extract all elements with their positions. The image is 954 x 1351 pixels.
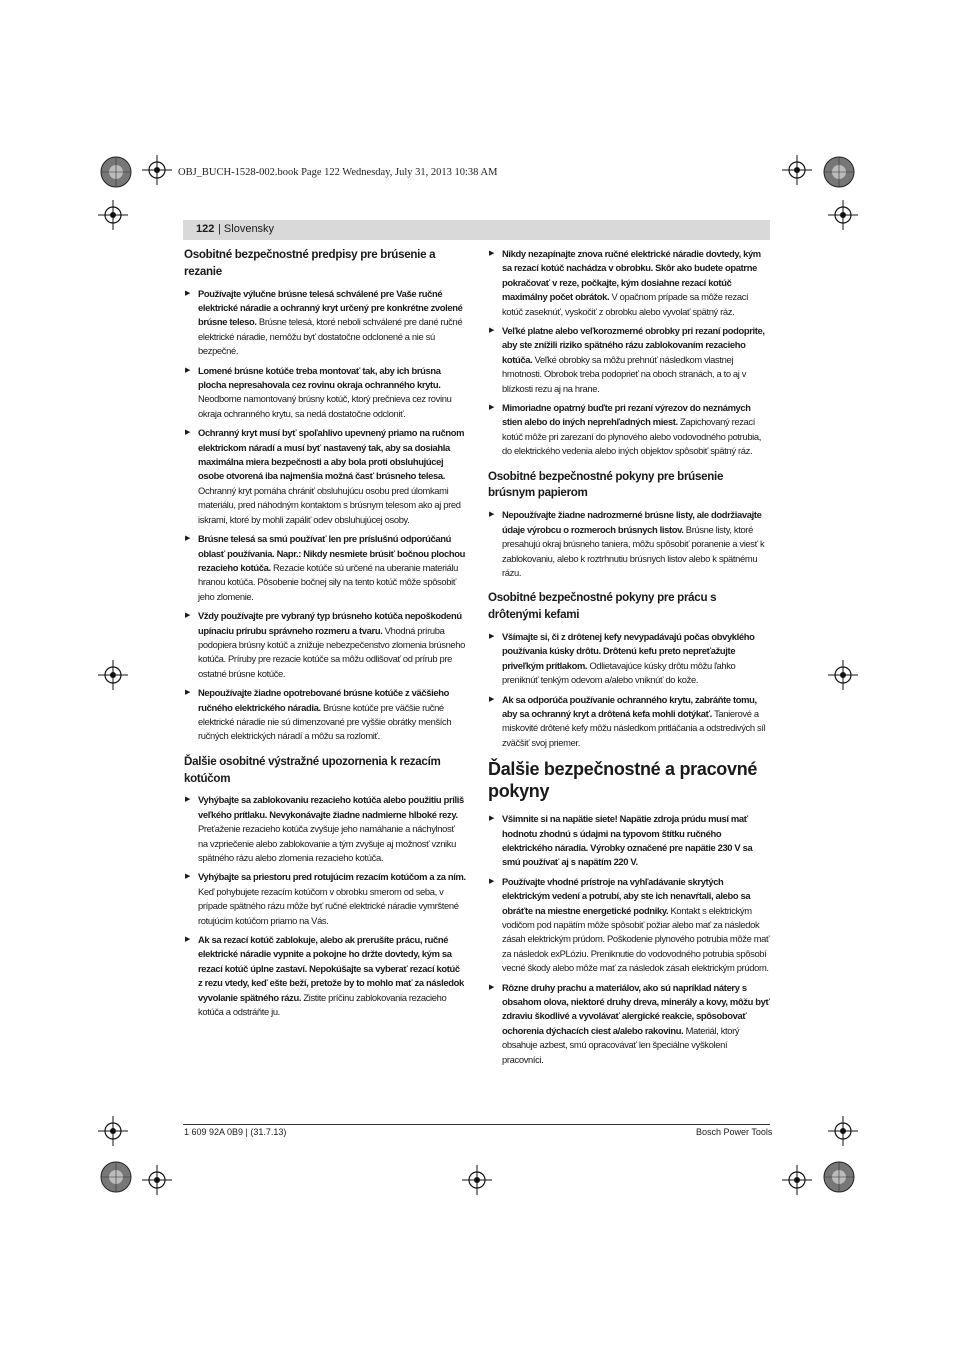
crosshair-icon	[98, 660, 128, 690]
bullet-item	[184, 870, 466, 928]
bullet-text: Brúsne kotúče pre väčšie ručné elektrické náradie nie sú dimenzované pre vyššie obrátky menších ručných elektrických náradí a môžu sa rozlomiť.	[198, 701, 452, 742]
bullet-bold-text: Používajte výlučne brúsne telesá schválené pre Vaše ručné elektrické náradie a ochranný kryt určený pre konkrétne zvolené brúsne teleso.	[198, 287, 463, 328]
bullet-bold-text: Všimnite si na napätie siete! Napätie zdroja prúdu musí mať hodnotu zhodnú s údajmi na typovom štítku ručného elektrického náradia. Výrobky označené pre napätie 230 V sa smú používať aj s napätím 220 V.	[502, 813, 753, 868]
bullet-bold-text: Lomené brúsne kotúče treba montovať tak, aby ich brúsna plocha nepresahovala cez rovinu okraja ochranného krytu.	[198, 364, 441, 391]
bullet-text: Kontakt s elektrickým vodičom pod napätím môže spôsobiť požiar alebo mať za následok zásah elektrickým prúdom. Poškodenie plynového potrubia môže mať za následok exPLóziu. Preniknutie do vodovodného potrubia spôsobí vecné škody alebo môže mať za následok zásah elektrickým prúdom.	[502, 904, 770, 974]
bullet-text: Vhodná príruba podopiera brúsny kotúč a znižuje nebezpečenstvo zlomenia brúsneho kotúča. Príruby pre rezacie kotúče sa môžu odlišovať od prírub pre ostatné brúsne kotúče.	[198, 624, 466, 679]
bullet-item	[488, 324, 770, 396]
bullet-item	[184, 686, 466, 744]
bullet-text: Rezacie kotúče sú určené na uberanie materiálu hranou kotúča. Pôsobenie bočnej sily na tento kotúč môže spôsobiť jeho zlomenie.	[198, 561, 459, 602]
bullet-item	[488, 981, 770, 1067]
bullet-bold-text: Vyhýbajte sa priestoru pred rotujúcim rezacím kotúčom a za ním.	[198, 871, 466, 883]
section-heading: Osobitné bezpečnostné pokyny pre brúsenie brúsnym papierom	[488, 469, 724, 500]
bullet-bold-text: Vyhýbajte sa zablokovaniu rezacieho kotúča alebo použitiu príliš veľkého prítlaku. Nevykonávajte žiadne nadmierne hlboké rezy.	[198, 794, 464, 820]
bullet-text: Preťaženie rezacieho kotúča zvyšuje jeho namáhanie a náchylnosť na vzpriečenie alebo zablokovanie a tým zvyšuje aj možnosť vzniku spätného rázu alebo zlomenia rezacieho kotúča.	[198, 823, 456, 863]
bullet-text: Zistite príčinu zablokovania rezacieho kotúča a odstráňte ju.	[198, 991, 447, 1018]
footer-rule	[183, 1124, 770, 1125]
bullet-item	[184, 933, 466, 1019]
bullet-bold-text: Rôzne druhy prachu a materiálov, ako sú napríklad nátery s obsahom olova, niektoré druhy dreva, minerály a kovy, môžu byť zdraviu škodlivé a vyvolávať alergické reakcie, spôsobovať ochorenia dýchacích ciest a/alebo rakovinu.	[502, 981, 770, 1036]
bullet-bold-text: Nepoužívajte žiadne nadrozmerné brúsne listy, ale dodržiavajte údaje výrobcu o rozmeroch brúsnych listov.	[502, 509, 762, 535]
bullet-bold-text: Veľké platne alebo veľkorozmerné obrobky pri rezaní podoprite, aby ste znížili riziko spätného rázu zablokovaním rezacieho kotúča.	[502, 325, 765, 365]
bullet-item	[184, 793, 466, 865]
bullet-item	[488, 875, 770, 976]
bullet-bold-text: Mimoriadne opatrný buďte pri rezaní výrezov do neznámych stien alebo do iných neprehľadných miest.	[502, 402, 751, 428]
bullet-item	[184, 609, 466, 681]
bullet-item	[488, 401, 770, 459]
bullet-text: Keď pohybujete rezacím kotúčom v obrobku smerom od seba, v prípade spätného rázu môže byť ručné elektrické náradie vymrštené rotujúcim kotúčom priamo na Vás.	[198, 885, 459, 926]
bullet-item	[184, 426, 466, 527]
crosshair-icon	[142, 155, 172, 185]
crosshair-icon	[462, 1165, 492, 1195]
footer-doc-number: 1 609 92A 0B9 | (31.7.13)	[184, 1127, 287, 1137]
bullet-text: Materiál, ktorý obsahuje azbest, smú opracovávať len špeciálne vyškolení pracovníci.	[502, 1024, 740, 1065]
crosshair-icon	[782, 1165, 812, 1195]
bullet-text: Neodborne namontovaný brúsny kotúč, ktorý prečnieva cez rovinu okraja ochranného krytu, sa nedá dostatočne odcloniť.	[198, 393, 452, 419]
crosshair-icon	[782, 155, 812, 185]
page-language: | Slovensky	[218, 223, 275, 235]
bullet-bold-text: Ochranný kryt musí byť spoľahlivo upevnený priamo na ručnom elektrickom náradí a musí byť nastavený tak, aby sa dosiahla maximálna miera bezpečnosti a aby bola proti obsluhujúcej osobe otvorená iba najmenšia možná časť brúsneho telesa.	[198, 427, 465, 482]
bullet-item	[184, 532, 466, 604]
crosshair-icon	[98, 200, 128, 230]
crosshair-icon	[828, 200, 858, 230]
bullet-bold-text: Ak sa rezací kotúč zablokuje, alebo ak prerušíte prácu, ručné elektrické náradie vypnite a pokojne ho držte dovtedy, kým sa rezací kotúč úplne zastaví. Nepokúšajte sa vyberať rezací kotúč z rezu vtedy, keď ešte beží, pretože by to mohlo mať za následok vyvolanie spätného rázu.	[198, 934, 464, 1003]
bullet-bold-text: Nepoužívajte žiadne opotrebované brúsne kotúče z väčšieho ručného elektrického náradia.	[198, 687, 449, 713]
crosshair-icon	[828, 1116, 858, 1146]
bullet-text: Odlietavajúce kúsky drôtu môžu ľahko preniknúť tenkým odevom a/alebo vniknúť do kože.	[502, 659, 736, 686]
bullet-bold-text: Všímajte si, či z drôtenej kefy nevypadávajú počas obvyklého používania kúsky drôtu. Drôtenú kefu preto nepreťažujte priveľkým prítlakom.	[502, 630, 755, 671]
bullet-bold-text: Používajte vhodné prístroje na vyhľadávanie skrytých elektrickým vedení a potrubí, aby ste ich nenavŕtali, alebo sa obráťte na miestne energetické podniky.	[502, 875, 751, 916]
bullet-text: Brúsne listy, ktoré presahujú okraj brúsneho taniera, môžu spôsobiť poranenie a viesť k zablokovaniu, alebo k roztrhnutiu brúsnych listov alebo k spätnému rázu.	[502, 523, 765, 578]
bullet-bold-text: Ak sa odporúča používanie ochranného krytu, zabráňte tomu, aby sa ochranný kryt a drôtená kefa mohli dotýkať.	[502, 693, 757, 719]
left-column	[184, 247, 466, 1024]
page-header-bar	[183, 220, 770, 240]
bullet-item	[184, 287, 466, 359]
bullet-item	[488, 247, 770, 319]
bullet-text: Zapichovaný rezací kotúč môže pri zarezaní do plynového alebo vodovodného potrubia, do elektrického vedenia alebo iných objektov spôsobiť spätný ráz.	[502, 416, 762, 457]
bullet-bold-text: Nikdy nezapínajte znova ručné elektrické náradie dovtedy, kým sa rezací kotúč nachádza v obrobku. Skôr ako budete opatrne pokračovať v reze, počkajte, kým dosiahne rezací kotúč maximálny počet obrátok.	[502, 248, 761, 303]
footer-brand: Bosch Power Tools	[696, 1127, 773, 1137]
registration-wheel-icon	[822, 1160, 856, 1194]
bullet-text: V opačnom prípade sa môže rezací kotúč zaseknúť, vyskočiť z obrobku alebo vyvolať spätný ráz.	[502, 291, 749, 317]
section-heading: Ďalšie osobitné výstražné upozornenia k rezacím kotúčom	[184, 754, 441, 785]
section-heading: Osobitné bezpečnostné pokyny pre prácu s drôtenými kefami	[488, 591, 717, 622]
crosshair-icon	[98, 1116, 128, 1146]
bullet-text: Tanierové a miskovité drôtené kefy môžu následkom pritláčania a odstredivých síl zväčšiť svoj priemer.	[502, 707, 766, 748]
bullet-item	[488, 630, 770, 688]
bullet-text: Ochranný kryt pomáha chrániť obsluhujúcu osobu pred úlomkami materiálu, pred náhodným kontaktom s brúsnym telesom ako aj pred iskrami, ktoré by mohli zapáliť odev obsluhujúcej osoby.	[198, 484, 461, 525]
registration-wheel-icon	[99, 155, 133, 189]
bullet-item	[488, 508, 770, 580]
bullet-item	[488, 693, 770, 751]
registration-wheel-icon	[822, 155, 856, 189]
section-heading: Osobitné bezpečnostné predpisy pre brúsenie a rezanie	[184, 248, 436, 278]
bullet-bold-text: Vždy používajte pre vybraný typ brúsneho kotúča nepoškodenú upínaciu prírubu správneho rozmeru a tvaru.	[198, 610, 462, 636]
language-label: Slovensky	[223, 223, 275, 235]
page-number: 122	[196, 223, 215, 235]
bullet-item	[184, 364, 466, 422]
right-column	[488, 247, 770, 1072]
bullet-bold-text: Brúsne telesá sa smú používať len pre príslušnú odporúčanú oblasť používania. Napr.: Nikdy nesmiete brúsiť bočnou plochou rezacieho kotúča.	[198, 533, 466, 573]
chapter-heading: Ďalšie bezpečnostné a pracovné pokyny	[488, 759, 758, 802]
registration-wheel-icon	[99, 1160, 133, 1194]
bullet-item	[488, 812, 770, 870]
bullet-text: Brúsne telesá, ktoré neboli schválené pre dané ručné elektrické náradie, nemôžu byť dostatočne odclonené a nie sú bezpečné.	[198, 316, 463, 357]
file-header: OBJ_BUCH-1528-002.book Page 122 Wednesday, July 31, 2013 10:38 AM	[178, 167, 498, 178]
crosshair-icon	[142, 1165, 172, 1195]
bullet-text: Veľké obrobky sa môžu prehnúť následkom vlastnej hmotnosti. Obrobok treba podoprieť na oboch stranách, a to aj v blízkosti rezu aj na hrane.	[502, 353, 747, 394]
crosshair-icon	[828, 660, 858, 690]
